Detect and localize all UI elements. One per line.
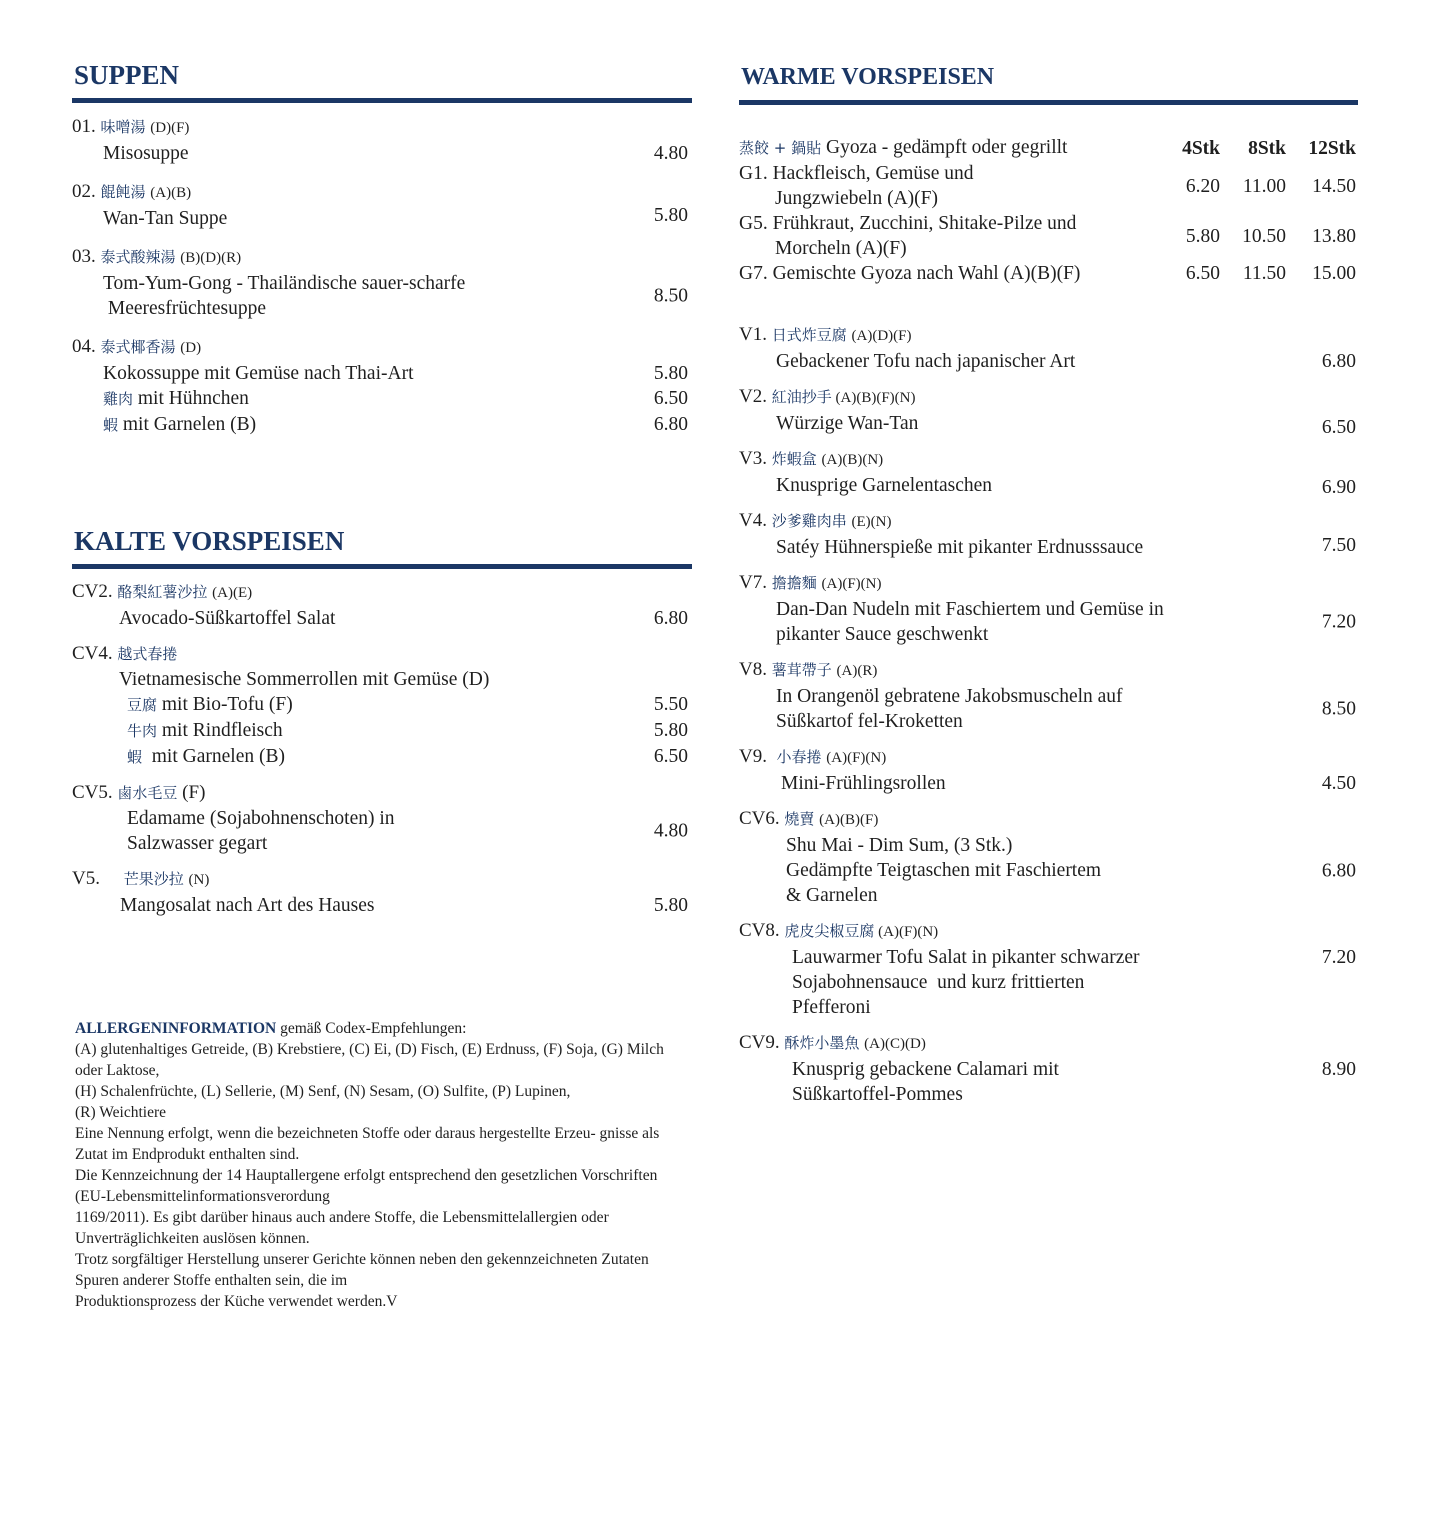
item-allergens: (A)(F)(N)	[826, 750, 887, 766]
gyoza-price: 6.20	[1185, 175, 1220, 197]
gyoza-name: Morcheln (A)(F)	[775, 238, 907, 259]
item-variant	[72, 692, 692, 718]
item-code: CV9.	[739, 1032, 780, 1053]
item-chinese-name: 味噌湯	[100, 118, 146, 136]
item-description: Pfefferoni	[792, 997, 871, 1018]
item-chinese-name: 餛飩湯	[100, 183, 146, 201]
menu-item	[72, 780, 692, 856]
gyoza-price: 10.50	[1242, 225, 1286, 247]
item-price: 6.80	[653, 608, 688, 629]
item-price: 4.80	[653, 143, 688, 164]
gyoza-code: G5.	[739, 213, 768, 234]
gyoza-price: 14.50	[1312, 175, 1356, 197]
allergen-text: (A) glutenhaltiges Getreide, (B) Krebstiere, (C) Ei, (D) Fisch, (E) Erdnuss, (F) Soja, (G) Milch oder Laktose,	[75, 1041, 664, 1079]
gyoza-price: 5.80	[1185, 225, 1220, 247]
item-chinese-name: 燒賣	[784, 810, 815, 828]
item-description: Vietnamesische Sommerrollen mit Gemüse (D)	[119, 669, 490, 690]
item-code: V2.	[739, 386, 767, 407]
variant-text: mit Garnelen (B)	[122, 414, 257, 435]
variant-chinese-name: 蝦	[127, 748, 143, 766]
item-description: Wan-Tan Suppe	[103, 208, 228, 229]
menu-item	[739, 322, 1358, 374]
item-allergens: (A)(C)(D)	[864, 1036, 926, 1052]
item-description: Shu Mai - Dim Sum, (3 Stk.)	[786, 835, 1013, 856]
gyoza-name: Jungzwiebeln (A)(F)	[775, 188, 938, 209]
menu-item	[72, 179, 692, 231]
item-price: 4.50	[1321, 773, 1356, 794]
item-price: 6.80	[1321, 860, 1356, 881]
item-chinese-name: 紅油抄手	[771, 388, 832, 406]
gyoza-price: 13.80	[1312, 225, 1356, 247]
item-allergens: (A)(R)	[836, 663, 878, 679]
gyoza-label: Gyoza - gedämpft oder gegrillt	[821, 137, 1068, 158]
menu-item	[72, 334, 692, 438]
item-price: 6.80	[1321, 351, 1356, 372]
menu-item	[72, 641, 692, 770]
variant-text: mit Bio-Tofu (F)	[161, 694, 293, 715]
gyoza-price: 15.00	[1312, 263, 1356, 284]
menu-item	[72, 244, 692, 321]
gyoza-col-4stk: 4Stk	[1182, 137, 1220, 159]
item-description: Meeresfrüchtesuppe	[103, 298, 266, 319]
allergen-text: Produktionsprozess der Küche verwendet werden.V	[75, 1293, 398, 1310]
item-chinese-name: 擔擔麵	[771, 574, 817, 592]
gyoza-code: G1.	[739, 163, 768, 184]
item-variant	[72, 412, 692, 438]
item-chinese-name: 芒果沙拉	[123, 870, 184, 888]
item-price: 8.50	[1321, 698, 1356, 720]
gyoza-chinese-name: 蒸餃 + 鍋貼	[739, 139, 822, 157]
right-column	[739, 58, 1358, 1107]
gyoza-code: G7.	[739, 263, 768, 284]
menu-item	[739, 744, 1358, 796]
gyoza-row	[739, 211, 1358, 261]
item-description: Salzwasser gegart	[127, 833, 268, 854]
item-description: Knusprig gebackene Calamari mit	[792, 1059, 1059, 1080]
variant-price: 5.80	[653, 720, 688, 741]
item-description: Gedämpfte Teigtaschen mit Faschiertem	[786, 860, 1102, 881]
gyoza-price: 11.00	[1242, 175, 1286, 197]
soups-list	[72, 114, 692, 438]
item-allergens: (B)(D)(R)	[180, 250, 242, 266]
variant-price: 6.80	[653, 414, 688, 435]
item-chinese-name: 虎皮尖椒豆腐	[784, 922, 875, 940]
item-chinese-name: 薯茸帶子	[771, 661, 832, 679]
item-chinese-name: 泰式椰香湯	[100, 338, 176, 356]
item-code: CV4.	[72, 643, 113, 664]
allergen-heading: ALLERGENINFORMATION	[75, 1020, 277, 1037]
item-price: 5.80	[653, 205, 688, 226]
gyoza-col-12stk: 12Stk	[1308, 137, 1356, 159]
item-description: Lauwarmer Tofu Salat in pikanter schwarzer	[792, 947, 1140, 968]
item-code: V7.	[739, 572, 767, 593]
item-code: CV8.	[739, 920, 780, 941]
item-price: 6.90	[1321, 477, 1356, 498]
item-description: Gebackener Tofu nach japanischer Art	[776, 351, 1076, 372]
item-description: Sojabohnensauce und kurz frittierten	[792, 972, 1085, 993]
section-title-soups: SUPPEN	[72, 58, 692, 103]
item-chinese-name: 小春捲	[771, 748, 822, 766]
gyoza-col-8stk: 8Stk	[1248, 137, 1286, 159]
allergen-heading-rest: gemäß Codex-Empfehlungen:	[276, 1020, 467, 1037]
item-price: 6.50	[1321, 417, 1356, 438]
item-allergens: (D)	[180, 340, 202, 356]
variant-text: mit Garnelen (B)	[142, 746, 285, 767]
item-description: Knusprige Garnelentaschen	[776, 475, 993, 496]
variant-chinese-name: 蝦	[103, 416, 119, 434]
item-chinese-name: 酪梨紅薯沙拉	[117, 583, 208, 601]
item-allergens: (A)(B)	[150, 185, 192, 201]
item-description: Edamame (Sojabohnenschoten) in	[127, 808, 395, 829]
gyoza-name: Frühkraut, Zucchini, Shitake-Pilze und	[772, 213, 1077, 234]
item-price: 7.20	[1321, 947, 1356, 968]
item-description: Avocado-Süßkartoffel Salat	[119, 608, 336, 629]
item-price: 5.80	[653, 895, 688, 916]
allergen-text: Eine Nennung erfolgt, wenn die bezeichneten Stoffe oder daraus hergestellte Erzeu- gnisse als Zutat im Endprodukt enthalten sind.	[75, 1125, 660, 1163]
item-chinese-name: 沙爹雞肉串	[771, 512, 847, 530]
item-chinese-name: 鹵水毛豆	[117, 784, 178, 802]
menu-item	[72, 866, 692, 918]
menu-item	[739, 806, 1358, 908]
item-code: 03.	[72, 246, 96, 267]
menu-item	[739, 446, 1358, 498]
item-chinese-name: 日式炸豆腐	[771, 326, 847, 344]
item-allergens: (A)(F)(N)	[874, 924, 939, 940]
item-code: V8.	[739, 659, 767, 680]
left-column	[72, 58, 692, 1312]
variant-price: 5.50	[653, 694, 688, 715]
allergen-information	[72, 1018, 692, 1312]
item-code: V1.	[739, 324, 767, 345]
item-allergens: (N)	[188, 872, 210, 888]
menu-item	[739, 384, 1358, 436]
cold-starters-section	[72, 524, 692, 918]
gyoza-row	[739, 261, 1358, 286]
item-variant	[72, 718, 692, 744]
item-description: Satéy Hühnerspieße mit pikanter Erdnusssauce	[776, 537, 1144, 558]
gyoza-name: Hackfleisch, Gemüse und	[772, 163, 974, 184]
allergen-text: Die Kennzeichnung der 14 Hauptallergene erfolgt entsprechend den gesetzlichen Vorschriften (EU-Lebensmittelinformationsverordung	[75, 1167, 658, 1205]
item-code: V4.	[739, 510, 767, 531]
menu-item	[739, 508, 1358, 560]
item-price: 8.50	[653, 285, 688, 307]
item-chinese-name: 炸蝦盒	[771, 450, 817, 468]
item-price: 7.50	[1321, 535, 1356, 556]
item-description: Mini-Frühlingsrollen	[781, 773, 946, 794]
menu-item	[72, 579, 692, 631]
item-code: CV5.	[72, 782, 113, 803]
cold-starters-list	[72, 579, 692, 918]
item-code: 01.	[72, 116, 96, 137]
warm-starters-list	[739, 322, 1358, 1107]
variant-text: mit Hühnchen	[137, 388, 249, 409]
soups-section	[72, 58, 692, 438]
item-description: Tom-Yum-Gong - Thailändische sauer-scharfe	[103, 273, 466, 294]
item-description: Würzige Wan-Tan	[776, 413, 919, 434]
gyoza-table	[739, 135, 1358, 286]
item-allergens: (A)(B)(F)	[819, 812, 879, 828]
item-code: 04.	[72, 336, 96, 357]
item-chinese-name: 泰式酸辣湯	[100, 248, 176, 266]
item-allergens: (D)(F)	[150, 120, 190, 136]
item-chinese-name: 酥炸小墨魚	[784, 1034, 860, 1052]
gyoza-price: 11.50	[1242, 263, 1286, 284]
item-code: CV2.	[72, 581, 113, 602]
variant-price: 6.50	[653, 746, 688, 767]
menu-item	[739, 918, 1358, 1020]
item-code: 02.	[72, 181, 96, 202]
item-description: Misosuppe	[103, 143, 189, 164]
item-description: pikanter Sauce geschwenkt	[776, 624, 989, 645]
item-allergens: (A)(B)(N)	[821, 452, 884, 468]
item-allergens: (A)(B)(F)(N)	[831, 390, 916, 406]
item-description-row	[72, 361, 692, 386]
variant-chinese-name: 牛肉	[127, 722, 158, 740]
item-description: Dan-Dan Nudeln mit Faschiertem und Gemüse in	[776, 599, 1164, 620]
variant-chinese-name: 雞肉	[103, 390, 134, 408]
item-allergens: (E)(N)	[851, 514, 892, 530]
gyoza-name: Gemischte Gyoza nach Wahl (A)(B)(F)	[772, 263, 1081, 284]
item-price: 8.90	[1321, 1059, 1356, 1080]
item-allergens: (F)	[182, 782, 206, 803]
item-price: 5.80	[653, 363, 688, 384]
gyoza-price: 6.50	[1185, 263, 1220, 284]
item-description: Süßkartof fel-Kroketten	[776, 711, 963, 732]
item-description: Mangosalat nach Art des Hauses	[120, 895, 375, 916]
item-variant	[72, 386, 692, 412]
allergen-text: Trotz sorgfältiger Herstellung unserer Gerichte können neben den gekennzeichneten Zutaten Spuren anderer Stoffe enthalten sein, die im	[75, 1251, 649, 1289]
item-allergens: (A)(F)(N)	[821, 576, 882, 592]
item-price: 7.20	[1321, 611, 1356, 633]
variant-price: 6.50	[653, 388, 688, 409]
section-title-cold-starters: KALTE VORSPEISEN	[72, 524, 692, 569]
item-allergens: (A)(E)	[212, 585, 253, 601]
gyoza-header-row	[739, 135, 1358, 161]
section-title-warm-starters: WARME VORSPEISEN	[739, 58, 1358, 105]
allergen-text: (H) Schalenfrüchte, (L) Sellerie, (M) Senf, (N) Sesam, (O) Sulfite, (P) Lupinen, (R) Weichtiere	[75, 1083, 571, 1121]
variant-text: mit Rindfleisch	[161, 720, 283, 741]
allergen-text: 1169/2011). Es gibt darüber hinaus auch andere Stoffe, die Lebensmittelallergien oder Unverträglichkeiten auslösen können.	[75, 1209, 609, 1247]
gyoza-row	[739, 161, 1358, 211]
item-code: V9.	[739, 746, 767, 767]
menu-item	[739, 657, 1358, 734]
warm-starters-section	[739, 58, 1358, 1107]
menu-item	[739, 570, 1358, 647]
item-description: Süßkartoffel-Pommes	[792, 1084, 963, 1105]
item-description: Kokossuppe mit Gemüse nach Thai-Art	[103, 363, 414, 384]
item-code: CV6.	[739, 808, 780, 829]
item-price: 4.80	[653, 820, 688, 842]
item-code: V3.	[739, 448, 767, 469]
item-allergens: (A)(D)(F)	[851, 328, 912, 344]
item-code: V5.	[72, 868, 100, 889]
item-description: & Garnelen	[786, 885, 878, 906]
item-description: In Orangenöl gebratene Jakobsmuscheln auf	[776, 686, 1123, 707]
item-variant	[72, 744, 692, 770]
variant-chinese-name: 豆腐	[127, 696, 158, 714]
menu-item	[739, 1030, 1358, 1107]
menu-item	[72, 114, 692, 166]
item-chinese-name: 越式春捲	[117, 645, 178, 663]
